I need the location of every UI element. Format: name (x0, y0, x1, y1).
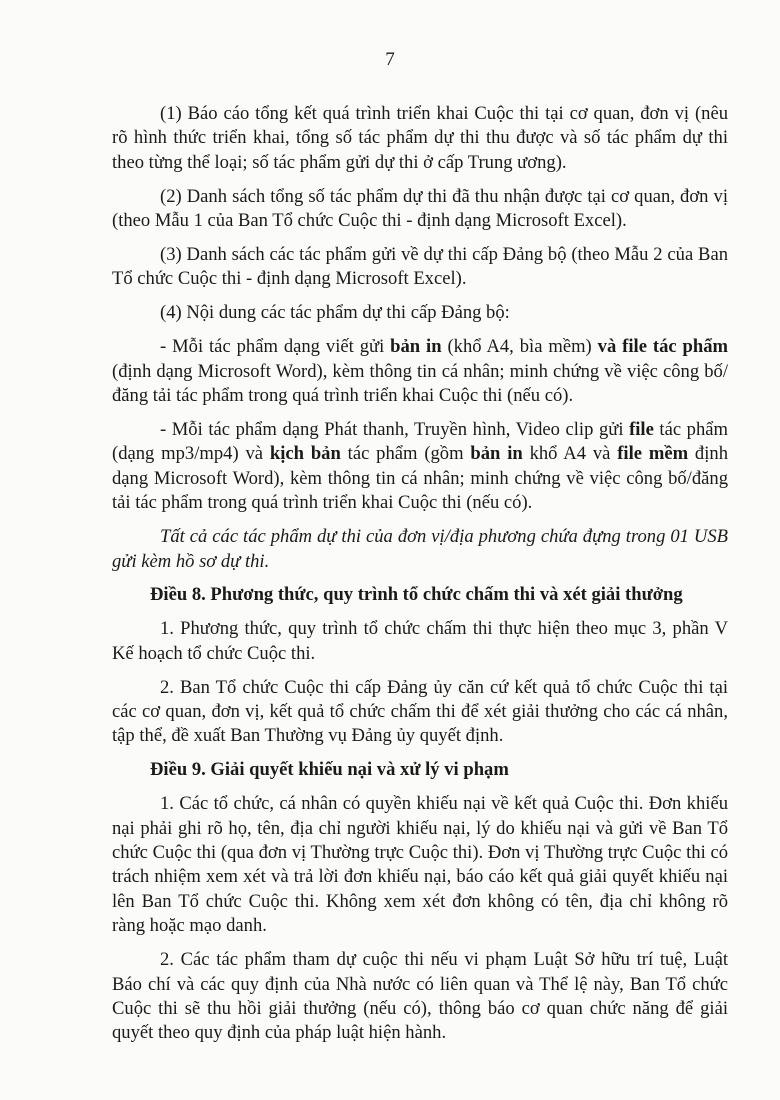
article-8-clause-2: 2. Ban Tổ chức Cuộc thi cấp Đảng ủy căn cứ kết quả tổ chức Cuộc thi tại các cơ quan, đơn vị, kết quả tổ chức chấm thi để xét giải thưởng cho các cá nhân, tập thể, đề xuất Ban Thường vụ Đảng ủy quyết định. (112, 676, 728, 747)
article-8-heading: Điều 8. Phương thức, quy trình tổ chức chấm thi và xét giải thưởng (150, 584, 683, 606)
bold-text: bản in (470, 443, 523, 465)
paragraph-media-works (112, 418, 728, 516)
document-body (112, 102, 728, 1055)
text-run: tác phẩm (dạng mp3/mp4) và (112, 418, 728, 465)
paragraph-written-works (112, 335, 728, 408)
bold-text: bản in (390, 336, 442, 358)
text-run: - Mỗi tác phẩm dạng Phát thanh, Truyền hình, Video clip gửi (160, 418, 630, 440)
article-8-clause-1: 1. Phương thức, quy trình tổ chức chấm thi thực hiện theo mục 3, phần V Kế hoạch tổ chức Cuộc thi. (112, 618, 728, 664)
bold-text: kịch bản (269, 443, 341, 465)
text-run: tác phẩm (gồm (340, 443, 471, 465)
paragraph-content-intro: (4) Nội dung các tác phẩm dự thi cấp Đảng bộ: (160, 302, 510, 324)
paragraph-usb-note: Tất cả các tác phẩm dự thi của đơn vị/địa phương chứa đựng trong 01 USB gửi kèm hồ sơ dự thi. (112, 526, 728, 572)
page-number: 7 (385, 49, 395, 70)
bold-text: và file tác phẩm (597, 336, 728, 358)
text-run: định dạng Microsoft Word), kèm thông tin cá nhân; minh chứng về việc công bố/đăng tải tác phẩm trong quá trình triển khai Cuộc thi (nếu có). (112, 443, 728, 514)
article-9-clause-1: 1. Các tổ chức, cá nhân có quyền khiếu nại về kết quả Cuộc thi. Đơn khiếu nại phải ghi rõ họ, tên, địa chỉ người khiếu nại, lý do khiếu nại và gửi về Ban Tổ chức Cuộc thi (qua đơn vị Thường trực Cuộc thi). Đơn vị Thường trực Cuộc thi có trách nhiệm xem xét và trả lời đơn khiếu nại, báo cáo kết quả giải quyết khiếu nại lên Ban Tổ chức Cuộc thi. Không xem xét đơn không có tên, địa chỉ không rõ ràng hoặc mạo danh. (112, 793, 728, 937)
bold-text: file mềm (617, 443, 689, 465)
text-run: (khổ A4, bìa mềm) (441, 336, 598, 358)
paragraph-report-summary: (1) Báo cáo tổng kết quá trình triển khai Cuộc thi tại cơ quan, đơn vị (nêu rõ hình thức triển khai, tổng số tác phẩm dự thi thu được và số tác phẩm dự thi theo từng thể loại; số tác phẩm gửi dự thi ở cấp Trung ương). (112, 103, 728, 173)
paragraph-submitted-list: (3) Danh sách các tác phẩm gửi về dự thi cấp Đảng bộ (theo Mẫu 2 của Ban Tổ chức Cuộc thi - định dạng Microsoft Excel). (112, 244, 728, 290)
article-9-clause-2: 2. Các tác phẩm tham dự cuộc thi nếu vi phạm Luật Sở hữu trí tuệ, Luật Báo chí và các quy định của Nhà nước có liên quan và Thể lệ này, Ban Tổ chức Cuộc thi sẽ thu hồi giải thưởng (nếu có), thông báo cơ quan chức năng để giải quyết theo quy định của pháp luật hiện hành. (112, 949, 728, 1044)
article-9-heading: Điều 9. Giải quyết khiếu nại và xử lý vi phạm (150, 759, 509, 781)
paragraph-entries-list: (2) Danh sách tổng số tác phẩm dự thi đã thu nhận được tại cơ quan, đơn vị (theo Mẫu 1 của Ban Tổ chức Cuộc thi - định dạng Microsoft Excel). (112, 185, 728, 232)
text-run: (định dạng Microsoft Word), kèm thông tin cá nhân; minh chứng về việc công bố/đăng tải tác phẩm trong quá trình triển khai Cuộc thi (nếu có). (112, 360, 728, 407)
bold-text: file (629, 418, 654, 440)
text-run: - Mỗi tác phẩm dạng viết gửi (160, 336, 391, 358)
text-run: khổ A4 và (522, 443, 618, 465)
